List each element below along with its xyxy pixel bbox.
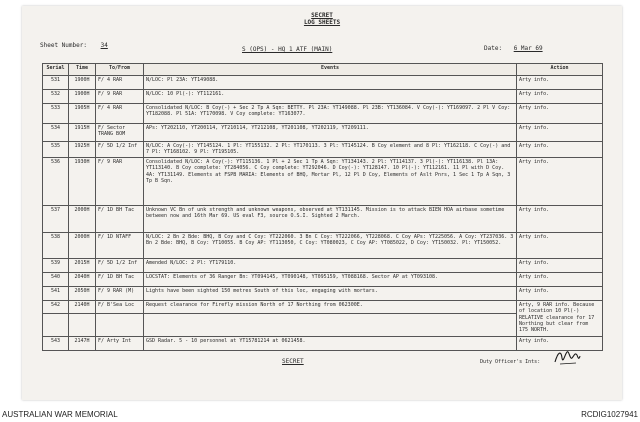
log-sheet-paper <box>22 6 622 400</box>
cell-to-from: F/ 1D BH Tac <box>96 272 144 286</box>
cell-to-from: F/ 9 RAR <box>96 90 144 104</box>
cell-action: Arty info. <box>517 124 603 142</box>
cell-action: Arty info. <box>517 232 603 258</box>
sheet-number-value: 34 <box>100 42 108 49</box>
cell-events: LOCSTAT: Elements of 36 Ranger Bn: YT094145, YT090148, YT095159, YT088168. Sector AP at YT093108. <box>144 272 517 286</box>
cell-to-from: F/ B'Sea Loc <box>96 300 144 313</box>
cell-serial: 531 <box>43 76 69 90</box>
cell-to-from: F/ 1D BH Tac <box>96 205 144 232</box>
footer-secret: SECRET <box>282 358 304 365</box>
cell-events: Unknown VC Bn of unk strength and unknown weapons, observed at YT131145. Mission is to attack BIEN HOA airbase sometime between now and 16th Mar 69. US eval F3, source O.S.I. Sighted 2 March. <box>144 205 517 232</box>
date-field <box>484 45 543 52</box>
cell-serial: 536 <box>43 157 69 205</box>
table-row <box>43 157 603 205</box>
cell-events: Amended N/LOC: 2 Pl: YT179110. <box>144 258 517 272</box>
duty-officer-label: Duty Officer's Ints: <box>480 359 541 365</box>
table-header-row <box>43 64 603 76</box>
cell-blank <box>43 313 69 336</box>
cell-action: Arty info. <box>517 286 603 300</box>
cell-to-from: F/ 5D 1/2 Inf <box>96 258 144 272</box>
table-row <box>43 90 603 104</box>
cell-time: 2050H <box>69 286 96 300</box>
table-row <box>43 104 603 124</box>
cell-action: Arty, 9 RAR info. Because of location 10 Pl(-) RELATIVE clearance for 17 Northing but clear from 175 NORTH. <box>517 300 603 336</box>
table-row <box>43 205 603 232</box>
table-row <box>43 124 603 142</box>
cell-action: Arty info. <box>517 205 603 232</box>
cell-events: N/LOC: Pl 23A: YT149088. <box>144 76 517 90</box>
column-header-to-from: To/From <box>96 64 144 76</box>
date-value: 6 Mar 69 <box>513 45 543 52</box>
cell-action: Arty info. <box>517 272 603 286</box>
cell-serial: 538 <box>43 232 69 258</box>
column-header-action: Action <box>517 64 603 76</box>
cell-action: Arty info. <box>517 76 603 90</box>
cell-serial: 540 <box>43 272 69 286</box>
table-row <box>43 336 603 350</box>
cell-action: Arty info. <box>517 90 603 104</box>
cell-events: GSD Radar. 5 - 10 personnel at YT15781214 at 0621458. <box>144 336 517 350</box>
cell-blank <box>69 313 96 336</box>
cell-time: 1900H <box>69 76 96 90</box>
cell-action: Arty info. <box>517 258 603 272</box>
cell-action: Arty info. <box>517 336 603 350</box>
table-row <box>43 286 603 300</box>
cell-time: 1930H <box>69 157 96 205</box>
sheet-number-label: Sheet Number: <box>40 42 87 49</box>
handwritten-signature <box>552 346 582 368</box>
cell-serial: 535 <box>43 142 69 158</box>
table-row <box>43 272 603 286</box>
cell-events: Consolidated N/LOC: A Coy(-): YT115136. 1 Pl + 2 Sec 1 Tp A Sqn: YT134143. 2 Pl: YT114137. 3 Pl(-): YT116138. Pl 13A: YT113140. B Coy complete: YT284056. C Coy complete: YT292046. D Coy(-): YT128147. 10 Pl(-): YT112161. 11 Pl with D Coy. 4A: YT131149. Elements at FSPB MARIA: Elements of BHQ, Mortar Pl, 12 Pl D Coy, Elements of Aslt Pnrs, 1 Sec 1 Tp A Sqn, 3 Tp B Sqn. <box>144 157 517 205</box>
cell-time: 2000H <box>69 205 96 232</box>
unit-heading: S (OPS) - HQ 1 ATF (MAIN) <box>242 46 333 53</box>
cell-events: Consolidated N/LOC: B Coy(-) + Sec 2 Tp A Sqn: BETTY. Pl 23A: YT149088. Pl 23B: YT136084. V Coy(-): YT169097. 2 Pl V Coy: YT182088. Pl 51A: YT170098. V Coy complete: YT163077. <box>144 104 517 124</box>
cell-events: N/LOC: 10 Pl(-): YT112161. <box>144 90 517 104</box>
cell-to-from: F/ 4 RAR <box>96 104 144 124</box>
cell-to-from: F/ 4 RAR <box>96 76 144 90</box>
cell-serial: 534 <box>43 124 69 142</box>
table-row <box>43 258 603 272</box>
table-row <box>43 300 603 313</box>
cell-events: Request clearance for Firefly mission North of 17 Northing from 062300E. <box>144 300 517 313</box>
cell-serial: 533 <box>43 104 69 124</box>
cell-to-from: F/ 1D NTAFF <box>96 232 144 258</box>
date-label: Date: <box>484 45 503 52</box>
cell-to-from: F/ Sector TRANG BOM <box>96 124 144 142</box>
cell-serial: 539 <box>43 258 69 272</box>
cell-events: N/LOC: 2 Bn 2 Bde: BHQ, B Coy and C Coy: YT222060. 3 Bn C Coy: YT222066, YT228068. C Coy APs: YT225056. A Coy: YT237036. 3 Bn 2 Bde: BHQ, B Coy: YT10055. B Coy AP: YT113050, C Coy: YT080023, C Coy AP: YT085022, D Coy: YT150032. Pl: YT150052. <box>144 232 517 258</box>
cell-time: 1915H <box>69 124 96 142</box>
archive-caption: AUSTRALIAN WAR MEMORIAL <box>2 410 118 419</box>
cell-blank <box>144 313 517 336</box>
cell-time: 1905H <box>69 104 96 124</box>
cell-time: 2147H <box>69 336 96 350</box>
cell-action: Arty info. <box>517 157 603 205</box>
cell-time: 2015H <box>69 258 96 272</box>
cell-to-from: F/ 5D 1/2 Inf <box>96 142 144 158</box>
table-row <box>43 232 603 258</box>
cell-time: 2140H <box>69 300 96 313</box>
cell-events: Lights have been sighted 150 metres South of this loc, engaging with mortars. <box>144 286 517 300</box>
cell-serial: 543 <box>43 336 69 350</box>
header-secret: SECRET <box>311 12 333 19</box>
table-row <box>43 142 603 158</box>
table-row <box>43 76 603 90</box>
cell-to-from: F/ 9 RAR (M) <box>96 286 144 300</box>
column-header-time: Time <box>69 64 96 76</box>
cell-action: Arty info. <box>517 104 603 124</box>
cell-serial: 532 <box>43 90 69 104</box>
cell-serial: 541 <box>43 286 69 300</box>
cell-time: 2040H <box>69 272 96 286</box>
archive-reference-id: RCDIG1027941 <box>581 410 638 419</box>
cell-serial: 537 <box>43 205 69 232</box>
cell-events: N/LOC: A Coy(-): YT145124. 1 Pl: YT155132. 2 Pl: YT170113. 3 Pl: YT145124. B Coy element and 8 Pl: YT162118. C Coy(-) and 7 Pl: YT168102. 9 Pl: YT195105. <box>144 142 517 158</box>
column-header-serial: Serial <box>43 64 69 76</box>
column-header-events: Events <box>144 64 517 76</box>
header-log-sheets: LOG SHEETS <box>303 19 341 26</box>
cell-to-from: F/ Arty Int <box>96 336 144 350</box>
cell-events: APs: YT202110, YT200114, YT210114, YT212108, YT201108, YT202119, YT209111. <box>144 124 517 142</box>
cell-to-from: F/ 9 RAR <box>96 157 144 205</box>
cell-time: 1900H <box>69 90 96 104</box>
cell-time: 1925H <box>69 142 96 158</box>
cell-time: 2000H <box>69 232 96 258</box>
sheet-number-field <box>40 42 108 49</box>
cell-serial: 542 <box>43 300 69 313</box>
cell-action: Arty info. <box>517 142 603 158</box>
cell-blank <box>96 313 144 336</box>
log-table <box>42 63 603 351</box>
